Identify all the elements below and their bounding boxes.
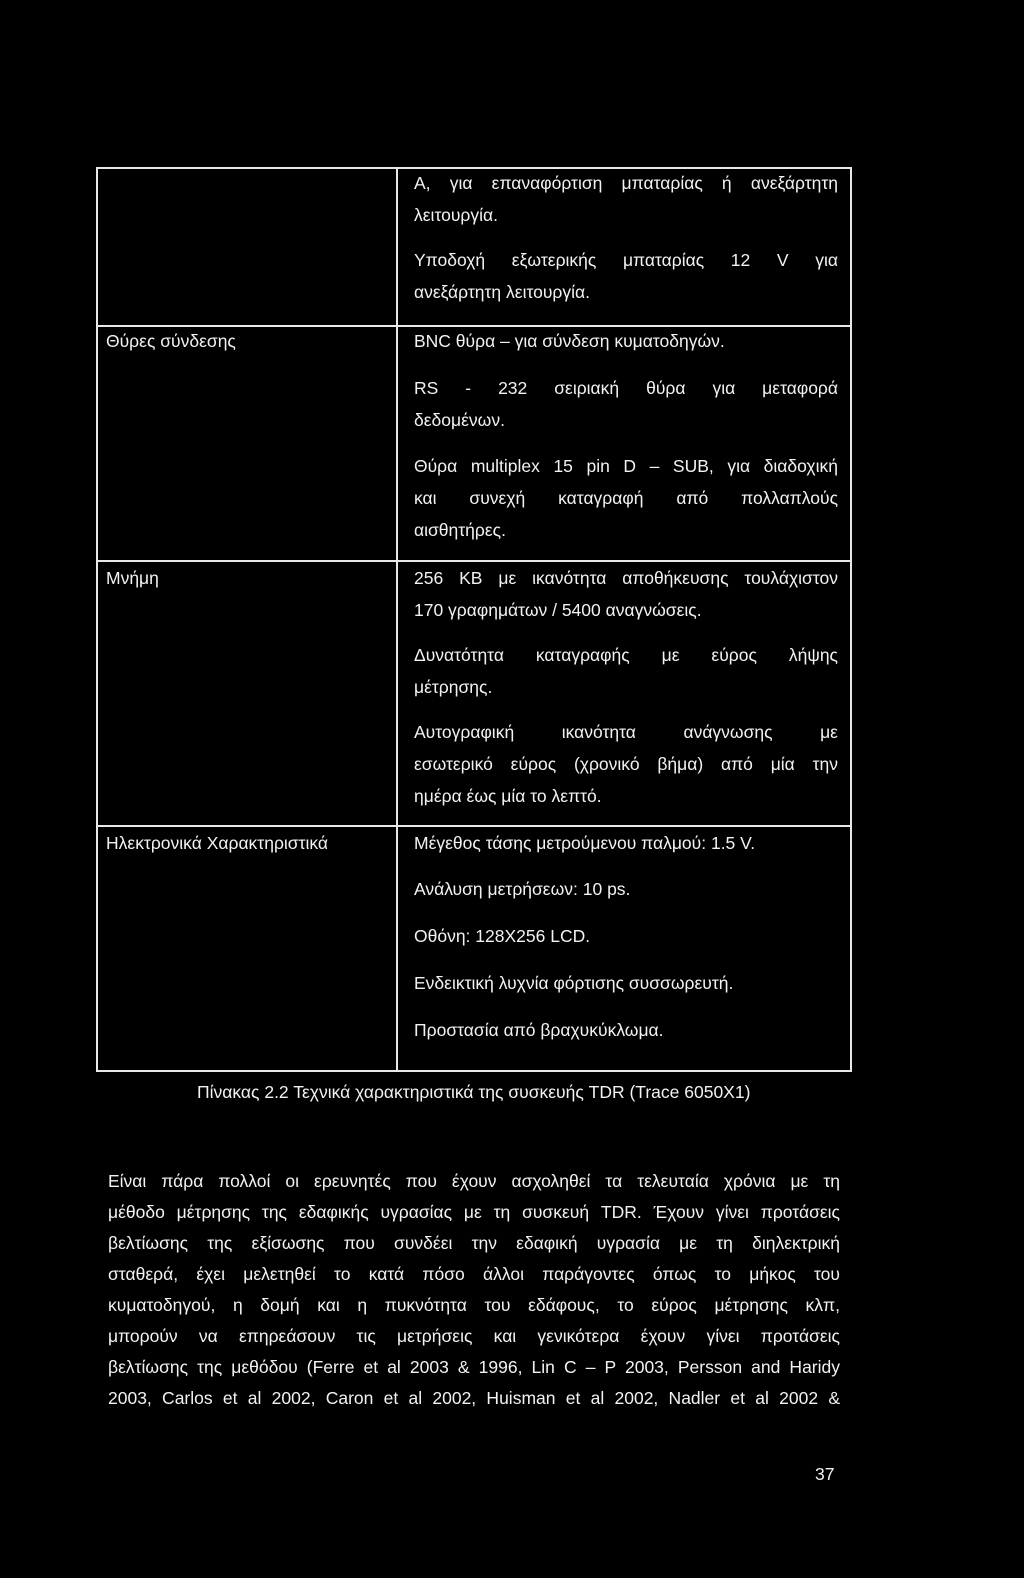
spec-paragraph: Προστασία από βραχυκύκλωμα. [414,1020,664,1040]
spec-paragraph: Ενδεικτική λυχνία φόρτισης συσσωρευτή. [414,973,734,993]
spec-paragraph: Οθόνη: 128X256 LCD. [414,926,591,946]
table-caption: Πίνακας 2.2 Τεχνικά χαρακτηριστικά της συσκευής TDR (Trace 6050X1) [197,1082,751,1102]
table-border-left [96,167,98,1072]
spec-paragraph: Υποδοχή εξωτερικής μπαταρίας 12 V για ανεξάρτητη λειτουργία. [414,250,838,302]
body-line: κυματοδηγού, η δομή και η πυκνότητα του εδάφους, το εύρος μέτρησης κλπ, [108,1295,840,1315]
spec-paragraph: Α, για επαναφόρτιση μπαταρίας ή ανεξάρτητη λειτουργία. [414,173,838,225]
body-line: μέθοδο μέτρησης της εδαφικής υγρασίας με τη συσκευή TDR. Έχουν γίνει προτάσεις [108,1202,840,1222]
row-label-memory: Μνήμη [106,568,159,588]
spec-paragraph: Δυνατότητα καταγραφής με εύρος λήψης μέτρησης. [414,645,838,697]
table-border-middle [396,167,398,1072]
spec-paragraph: 256 KB με ικανότητα αποθήκευσης τουλάχιστον 170 γραφημάτων / 5400 αναγνώσεις. [414,568,838,620]
row-label-electronics: Ηλεκτρονικά Χαρακτηριστικά [106,833,329,853]
body-line: 2003, Carlos et al 2002, Caron et al 2002, Huisman et al 2002, Nadler et al 2002 & [108,1388,840,1408]
spec-table [96,167,852,1078]
body-line: Είναι πάρα πολλοί οι ερευνητές που έχουν ασχοληθεί τα τελευταία χρόνια με τη [108,1171,840,1191]
body-line: βελτίωσης της μεθόδου (Ferre et al 2003 & 1996, Lin C – P 2003, Persson and Haridy [108,1357,840,1377]
row-label-ports: Θύρες σύνδεσης [106,331,236,351]
spec-paragraph: Αυτογραφική ικανότητα ανάγνωσης με εσωτερικό εύρος (χρονικό βήμα) από μία την ημέρα έως μία το λεπτό. [414,722,838,806]
spec-paragraph: RS - 232 σειριακή θύρα για μεταφορά δεδομένων. [414,378,838,430]
table-border-bottom [96,1070,852,1072]
body-line: βελτίωσης της εξίσωσης που συνδέει την εδαφική υγρασία με τη διηλεκτρική [108,1233,840,1253]
spec-paragraph: BNC θύρα – για σύνδεση κυματοδηγών. [414,331,725,351]
body-paragraph [108,1166,840,1414]
spec-paragraph: Θύρα multiplex 15 pin D – SUB, για διαδοχική και συνεχή καταγραφή από πολλαπλούς αισθητήρες. [414,456,838,540]
table-border-right [850,167,852,1072]
spec-paragraph: Ανάλυση μετρήσεων: 10 ps. [414,879,631,899]
spec-paragraph: Μέγεθος τάσης μετρούμενου παλμού: 1.5 V. [414,833,756,853]
body-line: σταθερά, έχει μελετηθεί το κατά πόσο άλλοι παράγοντες όπως το μήκος του [108,1264,840,1284]
page-number: 37 [815,1464,835,1484]
body-line: μπορούν να επηρεάσουν τις μετρήσεις και γενικότερα έχουν γίνει προτάσεις [108,1326,840,1346]
